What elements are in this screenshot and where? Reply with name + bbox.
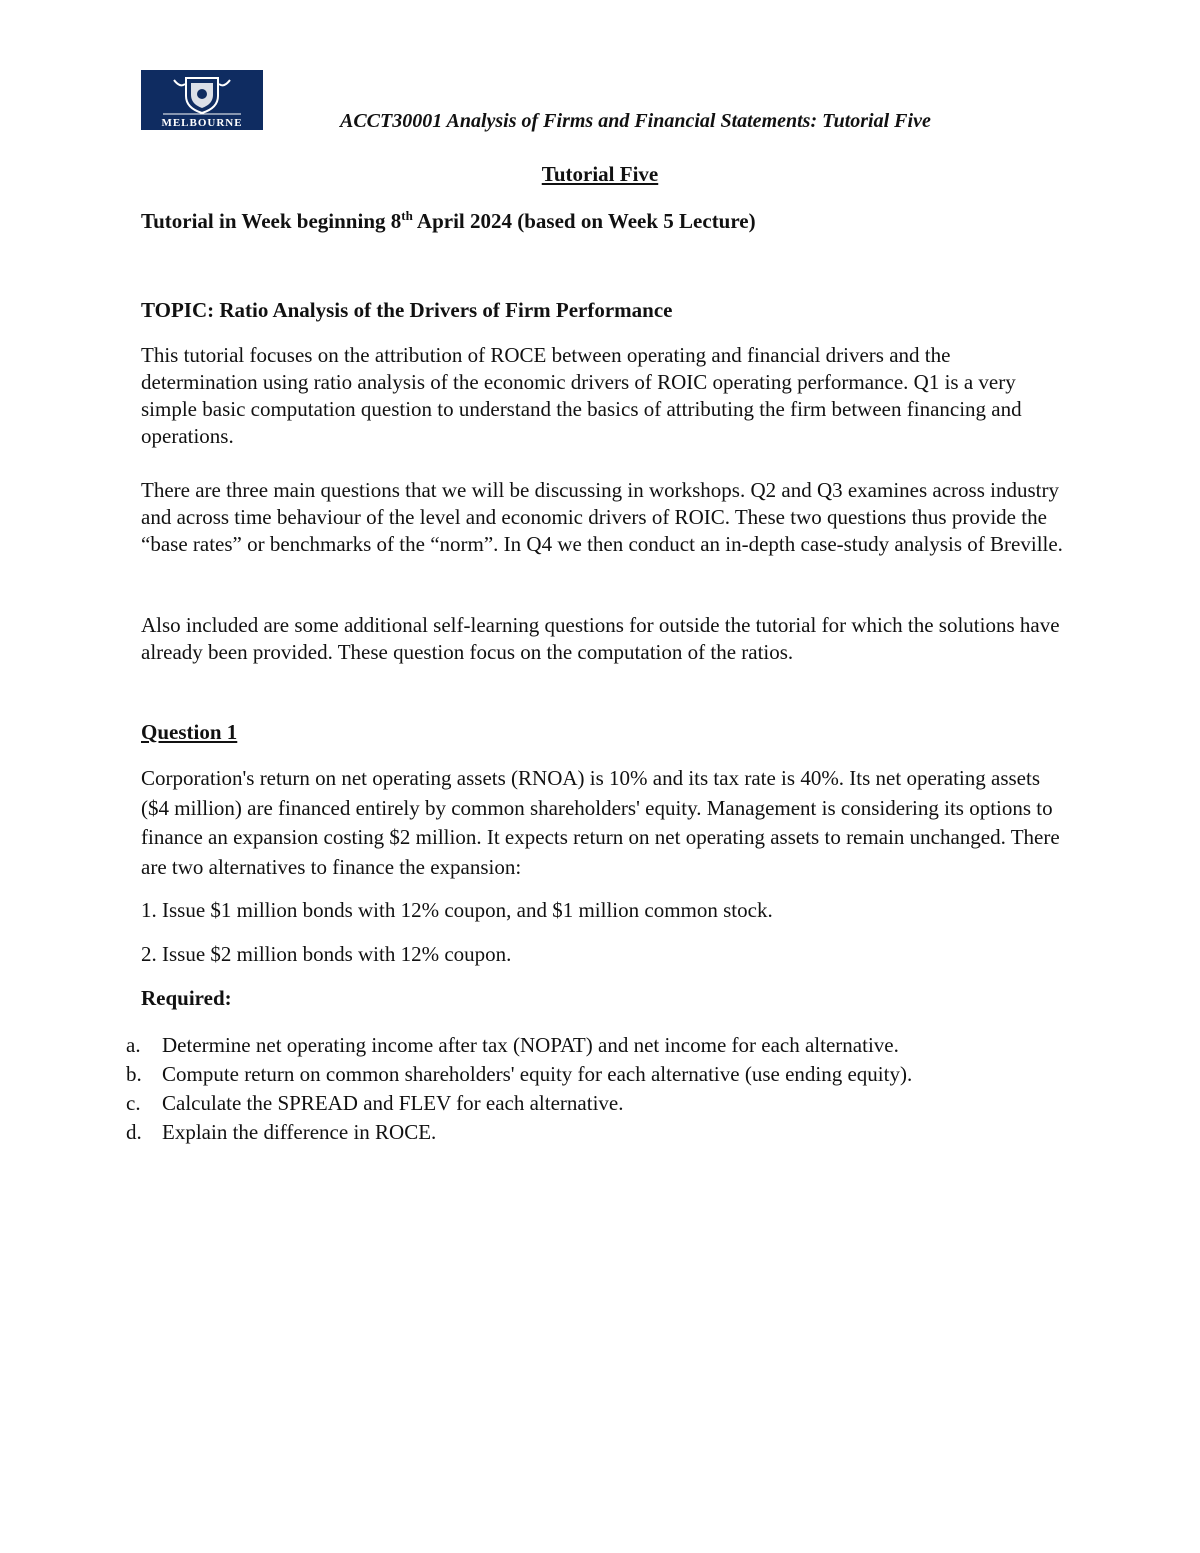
course-header: ACCT30001 Analysis of Firms and Financial Statements: Tutorial Five <box>340 110 931 132</box>
intro-paragraph: This tutorial focuses on the attribution of ROCE between operating and financial drivers and the determination using ratio analysis of the economic drivers of ROIC operating performance. Q1 is a very simple basic computation question to understand the basics of attributing the firm between financing and operations. <box>141 343 1022 448</box>
subtitle-end: April 2024 (based on Week 5 Lecture) <box>412 209 756 233</box>
alternative-1: 1. Issue $1 million bonds with 12% coupon, and $1 million common stock. <box>141 898 773 922</box>
university-logo <box>141 70 263 130</box>
list-item-text: Calculate the SPREAD and FLEV for each alternative. <box>162 1091 624 1115</box>
required-item-a <box>126 1031 912 1060</box>
list-marker: b. <box>126 1062 142 1086</box>
crest-icon <box>141 70 263 130</box>
list-item-text: Determine net operating income after tax (NOPAT) and net income for each alternative. <box>162 1033 899 1057</box>
required-item-d <box>126 1118 912 1147</box>
required-item-b <box>126 1060 912 1089</box>
question-1-heading: Question 1 <box>141 720 238 744</box>
main-questions-paragraph: There are three main questions that we will be discussing in workshops. Q2 and Q3 examines across industry and across time behaviour of the level and economic drivers of ROIC. These two questions thus provide the “base rates” or benchmarks of the “norm”. In Q4 we then conduct an in-depth case-study analysis of Breville. <box>141 478 1063 556</box>
list-item-text: Explain the difference in ROCE. <box>162 1120 437 1144</box>
subtitle-superscript: th <box>401 208 413 223</box>
topic-heading: TOPIC: Ratio Analysis of the Drivers of Firm Performance <box>141 298 673 322</box>
list-marker: d. <box>126 1120 142 1144</box>
tutorial-week-subtitle <box>141 208 756 234</box>
list-marker: c. <box>126 1091 141 1115</box>
self-learning-paragraph: Also included are some additional self-learning questions for outside the tutorial for which the solutions have already been provided. These question focus on the computation of the ratios. <box>141 613 1060 664</box>
svg-text:MELBOURNE: MELBOURNE <box>161 117 243 129</box>
list-marker: a. <box>126 1033 141 1057</box>
required-label: Required: <box>141 986 232 1010</box>
required-item-c <box>126 1089 912 1118</box>
subtitle-start: Tutorial in Week beginning 8 <box>141 209 402 233</box>
alternative-2: 2. Issue $2 million bonds with 12% coupon. <box>141 942 512 966</box>
page-title: Tutorial Five <box>541 162 659 186</box>
question-1-body: Corporation's return on net operating assets (RNOA) is 10% and its tax rate is 40%. Its net operating assets ($4 million) are financed entirely by common shareholders' equity. Management is considering its options to finance an expansion costing $2 million. It expects return on net operating assets to remain unchanged. There are two alternatives to finance the expansion: <box>141 766 1060 879</box>
required-list <box>126 1031 912 1147</box>
list-item-text: Compute return on common shareholders' equity for each alternative (use ending equity). <box>162 1062 913 1086</box>
